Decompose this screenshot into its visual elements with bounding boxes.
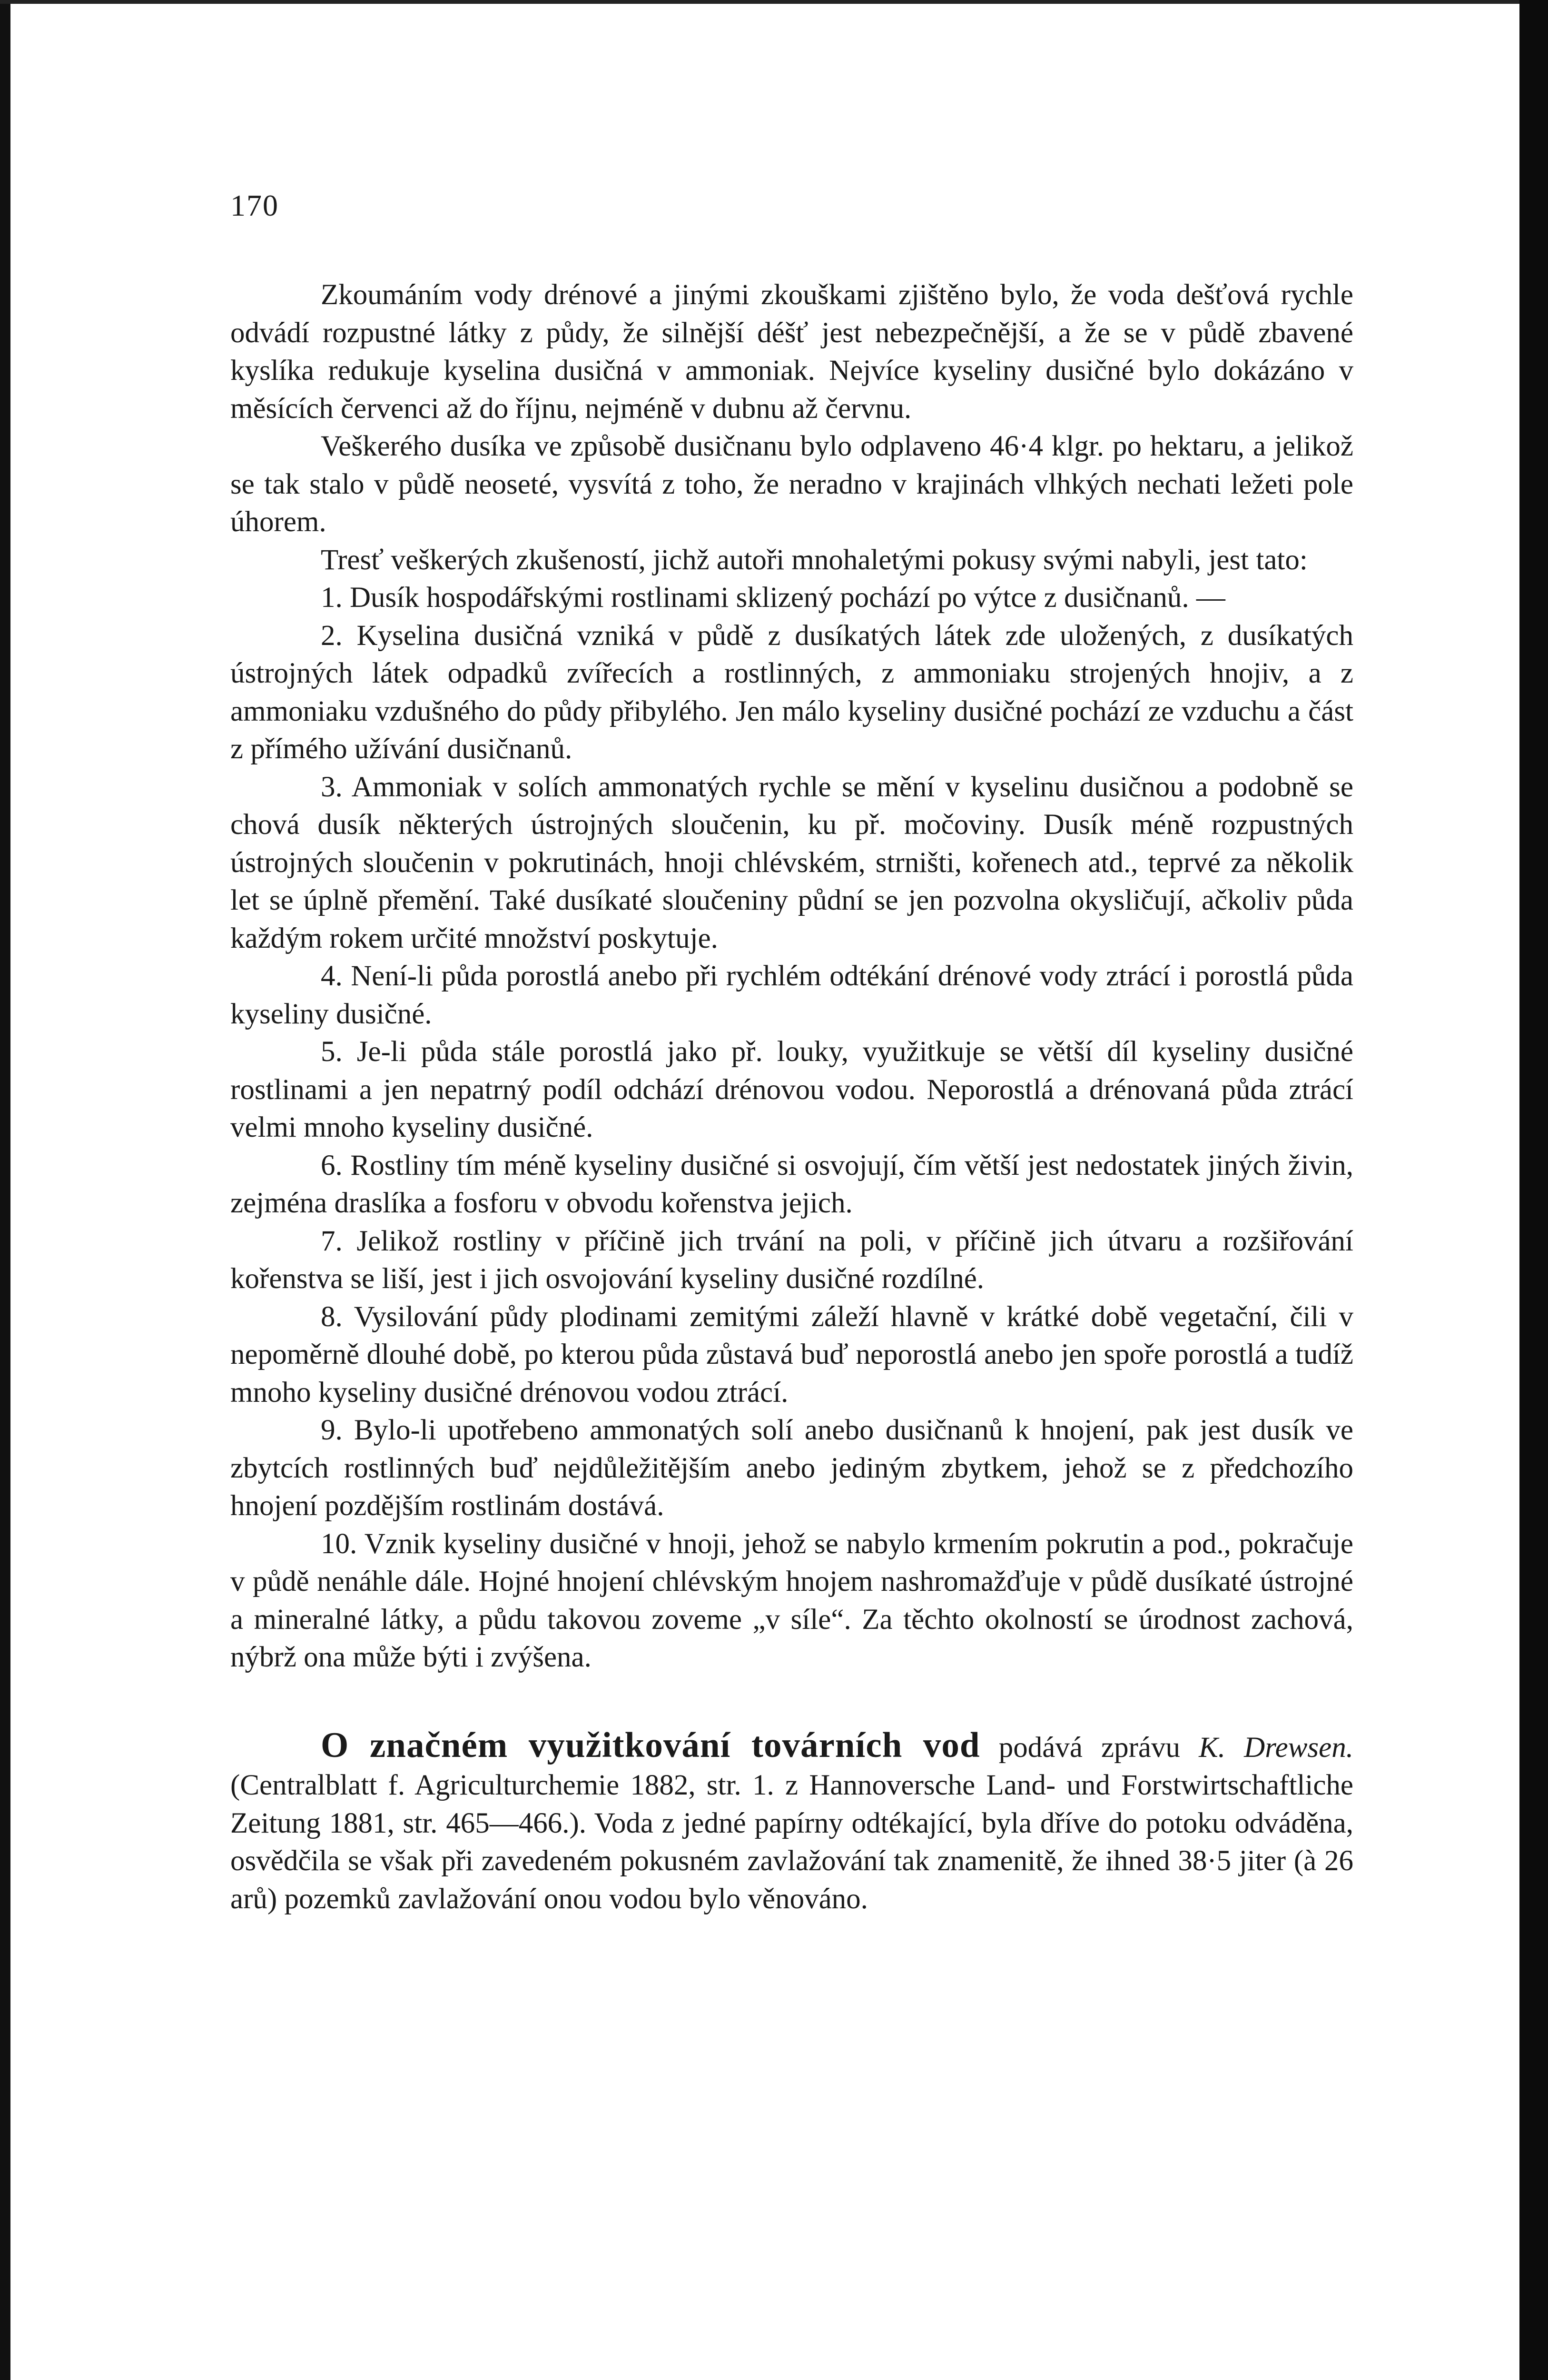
- paragraph-intro: Zkoumáním vody drénové a jinými zkouškami zjištěno bylo, že voda dešťová rychle odvádí rozpustné látky z půdy, že silnější déšť jest nebezpečnější, a že se v půdě zbavené kyslíka redukuje kyselina dusičná v ammoniak. Nejvíce kyseliny dusičné bylo dokázáno v měsících červenci až do říjnu, nejméně v dubnu až červnu.: [230, 279, 1353, 425]
- list-item-2: 2. Kyselina dusičná vzniká v půdě z dusíkatých látek zde uložených, z dusíkatých ústrojných látek odpadků zvířecích a rostlinných, z ammoniaku strojených hnojiv, a z ammoniaku vzdušného do půdy přibylého. Jen málo kyseliny dusičné pochází ze vzduchu a část z přímého užívání dusičnanů.: [230, 619, 1353, 765]
- section-body: (Centralblatt f. Agriculturchemie 1882, str. 1. z Hannoversche Land- und Forstwirtschaftliche Zeitung 1881, str. 465—466.). Voda z jedné papírny odtékající, byla dříve do potoku odváděna, osvědčila se však při zavedeném pokusném zavlažování tak znamenitě, že ihned 38·5 jiter (à 26 arů) pozemků zavlažování onou vodou bylo věnováno.: [230, 1769, 1353, 1915]
- list-item-5: 5. Je-li půda stále porostlá jako př. louky, využitkuje se větší díl kyseliny dusičné rostlinami a jen nepatrný podíl odchází drénovou vodou. Neporostlá a drénovaná půda ztrácí velmi mnoho kyseliny dusičné.: [230, 1036, 1353, 1143]
- scan-border-right: [1519, 0, 1548, 2380]
- page-number: 170: [230, 188, 279, 222]
- paragraph-nitrogen-loss: Veškerého dusíka ve způsobě dusičnanu bylo odplaveno 46·4 klgr. po hektaru, a jelikož se tak stalo v půdě neoseté, vysvítá z toho, že neradno v krajinách vlhkých nechati ležeti pole úhorem.: [230, 430, 1353, 538]
- list-item-8: 8. Vysilování půdy plodinami zemitými záleží hlavně v krátké době vegetační, čili v nepoměrně dlouhé době, po kterou půda zůstavá buď neporostlá anebo jen spoře porostlá a tudíž mnoho kyseliny dusičné drénovou vodou ztrácí.: [230, 1300, 1353, 1408]
- list-item-9: 9. Bylo-li upotřebeno ammonatých solí anebo dusičnanů k hnojení, pak jest dusík ve zbytcích rostlinných buď nejdůležitějším anebo jediným zbytkem, jehož se z předchozího hnojení pozdějším rostlinám dostává.: [230, 1414, 1353, 1522]
- scan-border-left: [0, 0, 10, 2380]
- list-item-1: 1. Dusík hospodářskými rostlinami sklizený pochází po výtce z dusičnanů. —: [321, 582, 1225, 614]
- section-factory-water: [230, 1726, 1353, 1918]
- page-body: [230, 276, 1353, 1918]
- list-item-4: 4. Není-li půda porostlá anebo při rychlém odtékání drénové vody ztrácí i porostlá půda kyseliny dusičné.: [230, 960, 1353, 1030]
- section-intro-text: podává zprávu: [980, 1731, 1199, 1764]
- scan-border-top: [0, 0, 1548, 4]
- list-item-7: 7. Jelikož rostliny v příčině jich trvání na poli, v příčině jich útvaru a rozšiřování kořenstva se liší, jest i jich osvojování kyseliny dusičné rozdílné.: [230, 1225, 1353, 1295]
- section-author: K. Drewsen.: [1199, 1731, 1353, 1764]
- list-item-10: 10. Vznik kyseliny dusičné v hnoji, jehož se nabylo krmením pokrutin a pod., pokračuje v půdě nenáhle dále. Hojné hnojení chlévským hnojem nashromažďuje v půdě dusíkaté ústrojné a mineralné látky, a půdu takovou zoveme „v síle“. Za těchto okolností se úrodnost zachová, nýbrž ona může býti i zvýšena.: [230, 1527, 1353, 1673]
- list-item-6: 6. Rostliny tím méně kyseliny dusičné si osvojují, čím větší jest nedostatek jiných živin, zejména draslíka a fosforu v obvodu kořenstva jejich.: [230, 1149, 1353, 1219]
- paragraph-summary-intro: Tresť veškerých zkušeností, jichž autoři mnohaletými pokusy svými nabyli, jest tato:: [321, 544, 1308, 576]
- section-title: O značném využitkování továrních vod: [321, 1725, 980, 1765]
- list-item-3: 3. Ammoniak v solích ammonatých rychle se mění v kyselinu dusičnou a podobně se chová dusík některých ústrojných sloučenin, ku př. močoviny. Dusík méně rozpustných ústrojných sloučenin v pokrutinách, hnoji chlévském, strništi, kořenech atd., teprvé za několik let se úplně přemění. Také dusíkaté sloučeniny půdní se jen pozvolna okysličují, ačkoliv půda každým rokem určité množství poskytuje.: [230, 771, 1353, 954]
